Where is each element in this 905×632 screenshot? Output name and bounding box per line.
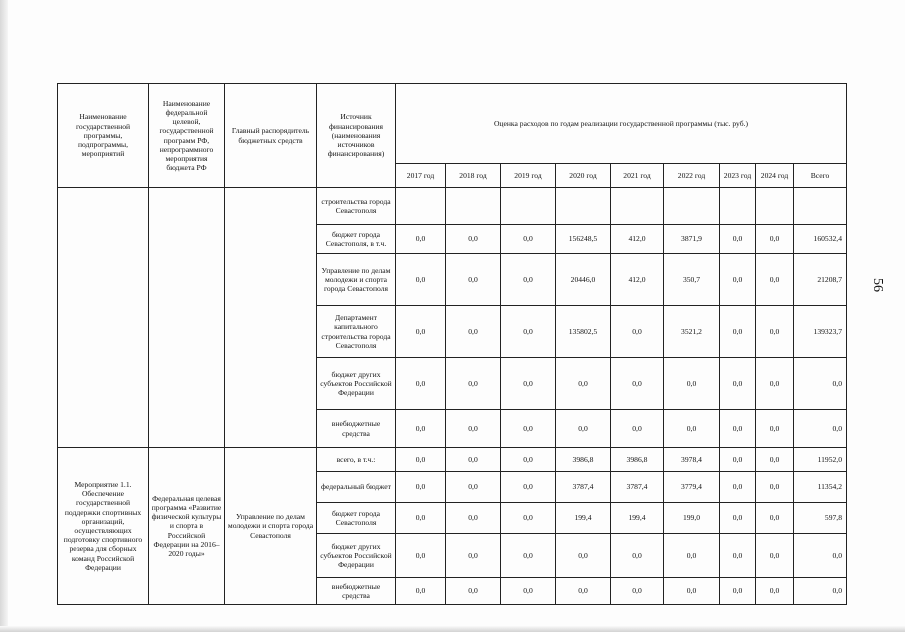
value-2023: 0,0 <box>720 306 756 358</box>
page-number: 56 <box>870 278 885 292</box>
source-cell: федеральный бюджет <box>317 472 396 503</box>
value-total: 597,8 <box>794 503 847 534</box>
value-2023: 0,0 <box>720 358 756 410</box>
measure-1-1-name: Мероприятие 1.1. Обеспечение государственной поддержки спортивных организаций, осуществляющих подготовку спортивного резерва для сборных команд Российской Федерации <box>58 448 149 605</box>
value-2024: 0,0 <box>756 410 794 448</box>
value-2024: 0,0 <box>756 225 794 254</box>
value-total: 0,0 <box>794 410 847 448</box>
value-2018: 0,0 <box>446 410 501 448</box>
table-row <box>58 448 847 472</box>
source-cell: бюджет города Севастополя <box>317 503 396 534</box>
value-2022: 199,0 <box>664 503 720 534</box>
source-cell: бюджет других субъектов Российской Федерации <box>317 358 396 410</box>
value-2018: 0,0 <box>446 472 501 503</box>
header-year-2017: 2017 год <box>396 164 446 188</box>
value-2017 <box>396 188 446 225</box>
header-manager: Главный распорядитель бюджетных средств <box>225 84 317 188</box>
value-2021: 199,4 <box>611 503 664 534</box>
value-2017: 0,0 <box>396 534 446 578</box>
value-total: 21208,7 <box>794 254 847 306</box>
value-2019: 0,0 <box>501 472 556 503</box>
value-2024: 0,0 <box>756 503 794 534</box>
value-2020: 0,0 <box>556 410 611 448</box>
measure-1-1-target-program: Федеральная целевая программа «Развитие физической культуры и спорта в Российской Федерации на 2016–2020 годы» <box>149 448 225 605</box>
value-2017: 0,0 <box>396 358 446 410</box>
header-year-2024: 2024 год <box>756 164 794 188</box>
value-2018: 0,0 <box>446 448 501 472</box>
block1-manager-cell <box>225 188 317 448</box>
value-2020: 0,0 <box>556 358 611 410</box>
value-2019 <box>501 188 556 225</box>
value-2023: 0,0 <box>720 410 756 448</box>
value-total <box>794 188 847 225</box>
header-target-program: Наименование федеральной целевой, государственной программ РФ, непрограммного мероприятия бюджета РФ <box>149 84 225 188</box>
value-2024: 0,0 <box>756 254 794 306</box>
value-2022: 0,0 <box>664 578 720 605</box>
value-2021 <box>611 188 664 225</box>
value-total: 0,0 <box>794 534 847 578</box>
header-year-2023: 2023 год <box>720 164 756 188</box>
header-estimate: Оценка расходов по годам реализации государственной программы (тыс. руб.) <box>396 84 847 164</box>
header-year-2021: 2021 год <box>611 164 664 188</box>
value-2017: 0,0 <box>396 306 446 358</box>
value-2021: 412,0 <box>611 254 664 306</box>
value-2018: 0,0 <box>446 503 501 534</box>
value-2024: 0,0 <box>756 578 794 605</box>
value-2017: 0,0 <box>396 225 446 254</box>
source-cell: Департамент капитального строительства города Севастополя <box>317 306 396 358</box>
value-2021: 3787,4 <box>611 472 664 503</box>
header-program-name: Наименование государственной программы, подпрограммы, мероприятий <box>58 84 149 188</box>
value-2017: 0,0 <box>396 472 446 503</box>
value-2021: 3986,8 <box>611 448 664 472</box>
value-2018: 0,0 <box>446 225 501 254</box>
value-2019: 0,0 <box>501 306 556 358</box>
value-2018: 0,0 <box>446 578 501 605</box>
value-2024: 0,0 <box>756 472 794 503</box>
value-2022: 3978,4 <box>664 448 720 472</box>
header-row <box>58 84 847 164</box>
value-2020: 3787,4 <box>556 472 611 503</box>
value-2020: 20446,0 <box>556 254 611 306</box>
header-year-2018: 2018 год <box>446 164 501 188</box>
value-2019: 0,0 <box>501 410 556 448</box>
value-2018: 0,0 <box>446 534 501 578</box>
value-2020: 0,0 <box>556 534 611 578</box>
value-2023: 0,0 <box>720 472 756 503</box>
value-2017: 0,0 <box>396 578 446 605</box>
value-2018: 0,0 <box>446 358 501 410</box>
value-2022: 3871,9 <box>664 225 720 254</box>
value-2019: 0,0 <box>501 534 556 578</box>
measure-1-1-manager: Управление по делам молодежи и спорта города Севастополя <box>225 448 317 605</box>
value-2022: 3779,4 <box>664 472 720 503</box>
value-total: 11952,0 <box>794 448 847 472</box>
value-2021: 0,0 <box>611 358 664 410</box>
value-2018 <box>446 188 501 225</box>
budget-table <box>57 83 847 605</box>
value-2024 <box>756 188 794 225</box>
source-cell: внебюджетные средства <box>317 410 396 448</box>
value-total: 160532,4 <box>794 225 847 254</box>
value-2024: 0,0 <box>756 358 794 410</box>
value-2023: 0,0 <box>720 225 756 254</box>
value-2018: 0,0 <box>446 254 501 306</box>
value-2017: 0,0 <box>396 254 446 306</box>
value-2019: 0,0 <box>501 225 556 254</box>
header-year-2020: 2020 год <box>556 164 611 188</box>
value-2022: 0,0 <box>664 534 720 578</box>
value-2017: 0,0 <box>396 448 446 472</box>
value-2020: 0,0 <box>556 578 611 605</box>
value-2017: 0,0 <box>396 410 446 448</box>
source-cell: строительства города Севастополя <box>317 188 396 225</box>
value-2019: 0,0 <box>501 503 556 534</box>
value-2022: 3521,2 <box>664 306 720 358</box>
header-year-2022: 2022 год <box>664 164 720 188</box>
value-2019: 0,0 <box>501 358 556 410</box>
value-total: 139323,7 <box>794 306 847 358</box>
header-total: Всего <box>794 164 847 188</box>
value-2017: 0,0 <box>396 503 446 534</box>
value-2023: 0,0 <box>720 254 756 306</box>
value-total: 0,0 <box>794 358 847 410</box>
value-2022: 350,7 <box>664 254 720 306</box>
value-2023 <box>720 188 756 225</box>
value-2021: 0,0 <box>611 578 664 605</box>
source-cell: всего, в т.ч.: <box>317 448 396 472</box>
value-2021: 0,0 <box>611 534 664 578</box>
value-2022 <box>664 188 720 225</box>
value-2019: 0,0 <box>501 254 556 306</box>
value-2020: 156248,5 <box>556 225 611 254</box>
value-2022: 0,0 <box>664 410 720 448</box>
value-2023: 0,0 <box>720 448 756 472</box>
value-2021: 0,0 <box>611 306 664 358</box>
source-cell: внебюджетные средства <box>317 578 396 605</box>
value-2023: 0,0 <box>720 534 756 578</box>
table-row <box>58 188 847 225</box>
value-2024: 0,0 <box>756 448 794 472</box>
value-2018: 0,0 <box>446 306 501 358</box>
value-2024: 0,0 <box>756 306 794 358</box>
value-total: 11354,2 <box>794 472 847 503</box>
value-2019: 0,0 <box>501 578 556 605</box>
value-total: 0,0 <box>794 578 847 605</box>
scan-edge <box>0 0 8 632</box>
value-2020 <box>556 188 611 225</box>
value-2023: 0,0 <box>720 503 756 534</box>
scan-bottom-edge <box>0 626 905 632</box>
header-funding-source: Источник финансирования (наименования источников финансирования) <box>317 84 396 188</box>
value-2021: 0,0 <box>611 410 664 448</box>
header-year-2019: 2019 год <box>501 164 556 188</box>
value-2023: 0,0 <box>720 578 756 605</box>
value-2019: 0,0 <box>501 448 556 472</box>
block1-program-cell <box>58 188 149 448</box>
value-2020: 3986,8 <box>556 448 611 472</box>
value-2020: 135802,5 <box>556 306 611 358</box>
value-2024: 0,0 <box>756 534 794 578</box>
block1-target-cell <box>149 188 225 448</box>
source-cell: бюджет других субъектов Российской Федерации <box>317 534 396 578</box>
source-cell: Управление по делам молодежи и спорта города Севастополя <box>317 254 396 306</box>
value-2022: 0,0 <box>664 358 720 410</box>
source-cell: бюджет города Севастополя, в т.ч. <box>317 225 396 254</box>
value-2020: 199,4 <box>556 503 611 534</box>
value-2021: 412,0 <box>611 225 664 254</box>
